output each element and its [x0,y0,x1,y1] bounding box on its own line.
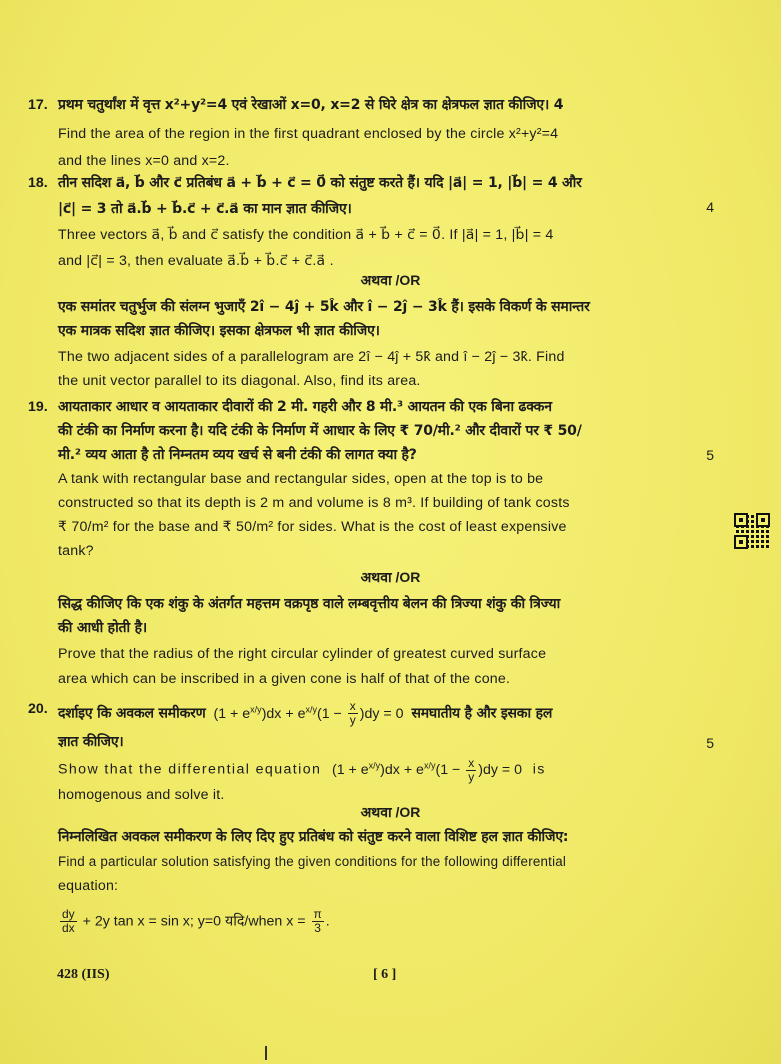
question-number: 18. [28,175,48,191]
hindi-text: सिद्ध कीजिए कि एक शंकु के अंतर्गत महत्तम वक्रपृष्ठ वाले लम्बवृत्तीय बेलन की त्रिज्या शंकु की त्रिज्या [58,596,561,612]
question-number: 17. [28,97,48,113]
hindi-text: एक समांतर चतुर्भुज की संलग्न भुजाएँ 2î − 4ĵ + 5k̂ और î − 2ĵ − 3k̂ हैं। इसके विकर्ण के समान्तर [58,299,590,315]
hindi-text: ज्ञात कीजिए। [58,734,124,751]
equation-line [58,698,714,727]
marks: 4 [706,199,714,215]
hindi-text: तीन सदिश a⃗, b⃗ और c⃗ प्रतिबंध a⃗ + b⃗ + c⃗ = 0⃗ को संतुष्ट करते हैं। यदि |a⃗| = 1, |b⃗| = 4 और [58,175,582,191]
equation: $(1 + e^{x/y})dx + e^{x/y}(1$ − $\frac{x}{y}$ )dy = 0 [331,755,523,784]
or-divider: अथवा /OR [360,272,421,288]
english-text: tank? [58,543,94,559]
english-text: and |c⃗| = 3, then evaluate a⃗.b⃗ + b⃗.c⃗ + c⃗.a⃗ . [58,253,334,269]
english-text: constructed so that its depth is 2 m and volume is 8 m³. If building of tank costs [58,495,570,511]
question-19 [28,396,714,563]
hindi-text: आयताकार आधार व आयताकार दीवारों की 2 मी. गहरी और 8 मी.³ आयतन की एक बिना ढक्कन [58,399,552,415]
hindi-text: मी.² व्यय आता है तो निम्नतम व्यय खर्च से बनी टंकी की लागत क्या है? [58,447,417,463]
hindi-text: एक मात्रक सदिश ज्ञात कीजिए। इसका क्षेत्रफल भी ज्ञात कीजिए। [58,323,380,339]
hindi-text: निम्नलिखित अवकल समीकरण के लिए दिए हुए प्रतिबंध को संतुष्ट करने वाला विशिष्ट हल ज्ञात कीजिए: [58,829,569,845]
english-text: Prove that the radius of the right circular cylinder of greatest curved surface [58,646,547,662]
english-text: and the lines x=0 and x=2. [58,153,230,169]
english-text: equation: [58,878,119,894]
hindi-text: दर्शाइए कि अवकल समीकरण [58,705,206,722]
english-text: A tank with rectangular base and rectangular sides, open at the top is to be [58,471,544,487]
equation: $(1 + e^{x/y})dx + e^{x/y}(1$ − $\frac{x}{y}$ )dy = 0 [213,699,404,728]
question-19-alternative [58,593,714,691]
hindi-text: की टंकी का निर्माण करना है। यदि टंकी के निर्माण में आधार के लिए ₹ 70/मी.² और दीवारों पर ₹ 50/ [58,423,582,439]
english-text: Show that the differential equation [58,762,322,779]
page-number: [ 6 ] [373,967,397,982]
english-text: Find the area of the region in the first quadrant enclosed by the circle x²+y²=4 [58,126,559,142]
english-text: the unit vector parallel to its diagonal. Also, find its area. [58,373,421,389]
marks: 5 [706,447,714,463]
english-text: ₹ 70/m² for the base and ₹ 50/m² for sides. What is the cost of least expensive [58,519,567,535]
hindi-text: प्रथम चतुर्थांश में वृत्त x²+y²=4 एवं रेखाओं x=0, x=2 से घिरे क्षेत्र का क्षेत्रफल ज्ञात कीजिए। 4 [58,97,564,113]
english-text: Three vectors a⃗, b⃗ and c⃗ satisfy the condition a⃗ + b⃗ + c⃗ = 0⃗. If |a⃗| = 1, |b⃗| = 4 [58,227,554,243]
or-divider: अथवा /OR [360,569,421,585]
question-20-alternative [58,826,714,935]
hindi-text: |c⃗| = 3 तो a⃗.b⃗ + b⃗.c⃗ + c⃗.a⃗ का मान ज्ञात कीजिए। [58,201,352,217]
hindi-text: की आधी होती है। [58,620,147,636]
question-20 [28,698,714,807]
question-18 [28,172,714,273]
scan-mark [265,1046,267,1060]
english-text: is [532,762,546,779]
final-equation: $\frac{dy}{dx}$ + 2y tan x = sin x; y=0 यदि/when x = $\frac{\pi}{3}$ . [62,907,330,935]
question-number: 20. [28,701,48,717]
equation-line [58,754,714,783]
qr-code-icon [734,513,770,549]
question-17 [28,94,714,173]
question-18-alternative [58,296,714,393]
or-divider: अथवा /OR [360,804,421,820]
english-text: area which can be inscribed in a given cone is half of that of the cone. [58,671,511,687]
english-text: homogenous and solve it. [58,786,225,803]
question-number: 19. [28,399,48,415]
marks: 5 [706,735,714,751]
paper-code: 428 (IIS) [57,967,110,982]
hindi-text: समघातीय है और इसका हल [411,705,553,722]
english-text: The two adjacent sides of a parallelogram are 2î − 4ĵ + 5k̂ and î − 2ĵ − 3k̂. Find [58,349,565,365]
english-text: Find a particular solution satisfying the given conditions for the following differential [58,854,567,869]
